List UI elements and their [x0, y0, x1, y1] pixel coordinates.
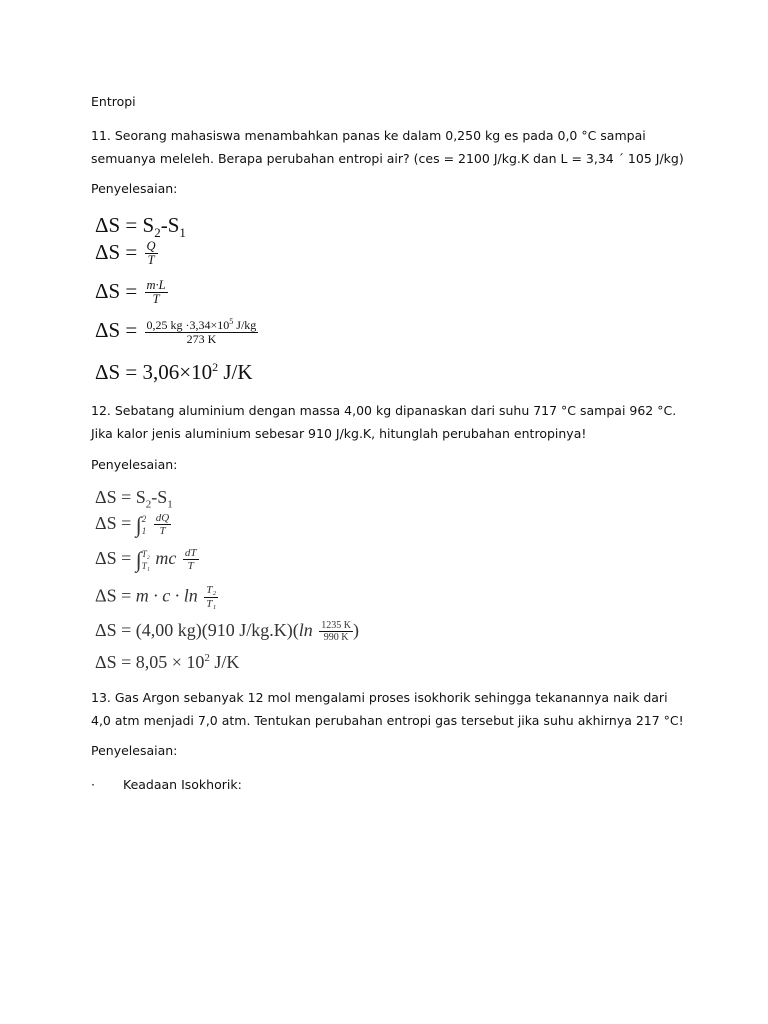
num-part: 0,25 kg ·3,34×10 [146, 318, 230, 333]
eq12-s: S [135, 487, 146, 507]
eq11-line1 [95, 213, 186, 241]
eq11-lhs: ΔS = [95, 240, 138, 264]
eq11-lhs: ΔS = [95, 360, 138, 384]
fraction-numerator: T₂ [206, 584, 217, 596]
eq12-result-value: 8,05 × 10 [135, 652, 205, 672]
eq12-lhs: ΔS = [95, 487, 132, 507]
eq12-m-c-ln: m · c · ln [135, 585, 198, 606]
eq12-fraction-dt-over-t [183, 548, 199, 573]
fraction-numerator: dQ [155, 511, 170, 524]
fraction-denominator: T [152, 292, 160, 307]
eq12-lhs: ΔS = [95, 652, 132, 672]
eq12-fraction-dq-over-t [154, 513, 171, 538]
eq12-line6 [95, 652, 239, 673]
fraction-denominator: 273 K [186, 331, 217, 346]
fraction-denominator: 990 K [323, 632, 349, 644]
eq11-fraction-substitution [145, 318, 259, 346]
problem-13-solution-label: Penyelesaian: [91, 743, 178, 758]
eq11-mid: -S [160, 213, 180, 237]
page-title: Entropi [91, 94, 136, 109]
eq12-lhs: ΔS = [95, 585, 132, 606]
eq12-ln: ln [298, 620, 313, 640]
problem-11-solution-label: Penyelesaian: [91, 181, 178, 196]
upper-limit: 2 [141, 514, 147, 524]
eq12-line2 [95, 512, 171, 538]
eq12-line5 [95, 620, 359, 643]
integral-sign: ∫ [135, 512, 142, 537]
eq11-fraction-q-over-t [145, 240, 158, 268]
bullet-text-isokhorik: Keadaan Isokhorik: [123, 777, 242, 792]
fraction-numerator: Q [146, 239, 156, 254]
upper-limit: T₂ [141, 549, 150, 559]
lower-limit: 1 [141, 526, 147, 536]
eq11-sub1: 1 [179, 225, 186, 241]
problem-13-question: 13. Gas Argon sebanyak 12 mol mengalami proses isokhorik sehingga tekanannya naik dari 4,0 atm menjadi 7,0 atm. Tentukan perubahan entropi gas tersebut jika suhu akhirnya 217 °C! [91, 690, 684, 728]
eq12-substitution: (4,00 kg)(910 J/kg.K)( [135, 620, 299, 640]
eq12-line4 [95, 585, 218, 610]
eq12-sub1: 1 [167, 498, 173, 511]
eq12-lhs: ΔS = [95, 513, 132, 534]
eq11-line2 [95, 240, 158, 268]
eq11-line4 [95, 318, 258, 346]
eq12-result-exponent: 2 [204, 652, 210, 664]
eq12-mc: mc [155, 548, 177, 569]
eq12-fraction-t2-over-t1 [204, 585, 218, 610]
fraction-numerator: 1235 K [321, 619, 351, 631]
problem-12-question: 12. Sebatang aluminium dengan massa 4,00 kg dipanaskan dari suhu 717 °C sampai 962 °C. Jika kalor jenis aluminium sebesar 910 J/kg.K, hitunglah perubahan entropinya! [91, 403, 677, 441]
eq11-s: S [142, 213, 155, 237]
eq12-line3 [95, 547, 199, 573]
eq11-line5 [95, 360, 253, 385]
eq12-sub2: 2 [145, 498, 152, 511]
eq12-mid: -S [151, 487, 168, 507]
fraction-numerator [145, 318, 259, 333]
eq11-fraction-ml-over-t [145, 279, 168, 307]
eq11-sub2: 2 [154, 225, 161, 241]
fraction-numerator: m·L [146, 278, 166, 293]
problem-12-solution-label: Penyelesaian: [91, 457, 178, 472]
num-exponent: 5 [229, 317, 234, 327]
bullet-dot: · [91, 777, 95, 792]
problem-11-question: 11. Seorang mahasiswa menambahkan panas ke dalam 0,250 kg es pada 0,0 °C sampai semuanya meleleh. Berapa perubahan entropi air? (ces = 2100 J/kg.K dan L = 3,34 ´ 105 J/kg) [91, 128, 684, 166]
fraction-denominator: T [187, 560, 194, 573]
eq11-result-value: 3,06×10 [142, 360, 213, 384]
eq12-result-unit: J/K [209, 652, 240, 672]
fraction-numerator: dT [184, 546, 197, 559]
integral-sign: ∫ [135, 547, 142, 572]
integral-limits [142, 513, 147, 537]
eq11-lhs: ΔS = [95, 318, 138, 342]
eq12-lhs: ΔS = [95, 548, 132, 569]
integral-limits [142, 548, 150, 572]
fraction-denominator: T [147, 253, 155, 268]
eq12-close-paren: ) [352, 620, 359, 640]
eq12-line1 [95, 487, 173, 511]
fraction-denominator: T [159, 525, 166, 538]
eq12-fraction-temperatures [319, 621, 353, 644]
eq11-result-exponent: 2 [212, 360, 219, 374]
num-unit: J/kg [233, 318, 257, 333]
eq11-lhs: ΔS = [95, 213, 138, 237]
eq11-line3 [95, 279, 168, 307]
eq11-result-unit: J/K [218, 360, 253, 384]
eq11-lhs: ΔS = [95, 279, 138, 303]
fraction-denominator: T₁ [206, 597, 217, 610]
eq12-lhs: ΔS = [95, 620, 132, 640]
lower-limit: T₁ [141, 561, 150, 571]
